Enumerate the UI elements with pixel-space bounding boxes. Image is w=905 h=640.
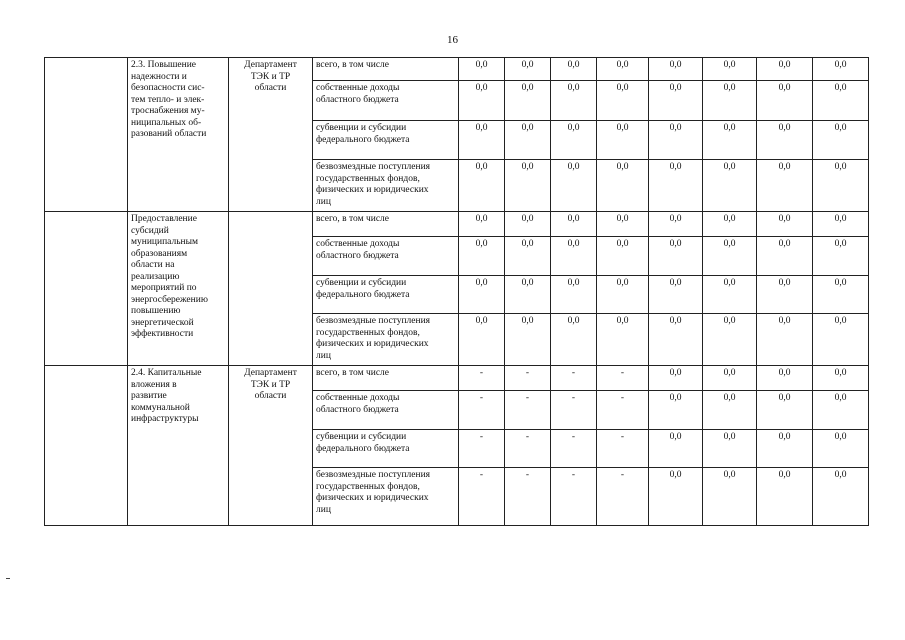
value-cell: 0,0 [813, 276, 869, 314]
funding-source-text: субвенции и субсидии федерального бюджета [316, 278, 410, 300]
executor-cell [229, 58, 313, 212]
funding-source-text: всего, в том числе [316, 368, 390, 378]
value-cell: 0,0 [757, 276, 813, 314]
value-cell: 0,0 [703, 121, 757, 160]
value-cell: 0,0 [551, 276, 597, 314]
value-cell: - [597, 391, 649, 430]
value-cell: 0,0 [813, 237, 869, 276]
funding-source-cell [313, 366, 459, 391]
funding-source-text: всего, в том числе [316, 214, 390, 224]
value-cell: 0,0 [459, 160, 505, 212]
value-cell: 0,0 [459, 276, 505, 314]
value-cell: 0,0 [813, 58, 869, 81]
value-cell: 0,0 [813, 468, 869, 526]
table-body [45, 58, 869, 526]
value-cell: 0,0 [649, 81, 703, 121]
measure-cell [128, 58, 229, 212]
value-cell: 0,0 [459, 212, 505, 237]
value-cell: 0,0 [649, 160, 703, 212]
value-cell: - [551, 366, 597, 391]
measure-cell [128, 366, 229, 526]
funding-source-text: субвенции и субсидии федерального бюджета [316, 432, 410, 454]
value-cell: 0,0 [597, 81, 649, 121]
value-cell: 0,0 [505, 276, 551, 314]
value-cell: 0,0 [757, 121, 813, 160]
value-cell: 0,0 [703, 314, 757, 366]
funding-source-cell [313, 237, 459, 276]
value-cell: 0,0 [703, 391, 757, 430]
value-cell: 0,0 [757, 391, 813, 430]
value-cell: 0,0 [551, 314, 597, 366]
value-cell: 0,0 [459, 314, 505, 366]
value-cell: 0,0 [703, 468, 757, 526]
funding-source-cell [313, 430, 459, 468]
value-cell: - [597, 366, 649, 391]
funding-source-cell [313, 121, 459, 160]
value-cell: 0,0 [703, 81, 757, 121]
value-cell: - [505, 430, 551, 468]
page-number: 16 [447, 34, 458, 46]
funding-source-cell [313, 468, 459, 526]
value-cell: 0,0 [703, 276, 757, 314]
table-row [45, 212, 869, 237]
value-cell: 0,0 [597, 237, 649, 276]
value-cell: 0,0 [551, 121, 597, 160]
budget-table [44, 57, 869, 526]
executor-cell [229, 212, 313, 366]
value-cell: 0,0 [703, 430, 757, 468]
table-row [45, 366, 869, 391]
value-cell: 0,0 [505, 121, 551, 160]
measure-text: Предоставление субсидий муниципальным образованиям области на реализацию мероприятий по энергосбережению повышению энергетической эффективности [131, 214, 208, 339]
funding-source-cell [313, 276, 459, 314]
value-cell: 0,0 [551, 81, 597, 121]
funding-source-cell [313, 160, 459, 212]
value-cell: 0,0 [813, 160, 869, 212]
value-cell: 0,0 [649, 314, 703, 366]
value-cell: 0,0 [757, 468, 813, 526]
value-cell: 0,0 [649, 276, 703, 314]
value-cell: - [505, 391, 551, 430]
value-cell: 0,0 [505, 237, 551, 276]
funding-source-cell [313, 314, 459, 366]
value-cell: - [459, 391, 505, 430]
value-cell: 0,0 [813, 121, 869, 160]
funding-source-cell [313, 212, 459, 237]
value-cell: 0,0 [649, 391, 703, 430]
value-cell: 0,0 [505, 314, 551, 366]
value-cell: 0,0 [459, 81, 505, 121]
value-cell: 0,0 [597, 276, 649, 314]
row-number-cell [45, 58, 128, 212]
value-cell: 0,0 [757, 58, 813, 81]
value-cell: 0,0 [597, 314, 649, 366]
funding-source-text: безвозмездные поступления государственных фондов, физических и юридических лиц [316, 470, 431, 515]
value-cell: 0,0 [505, 58, 551, 81]
value-cell: 0,0 [649, 121, 703, 160]
funding-source-text: всего, в том числе [316, 60, 390, 70]
measure-cell [128, 212, 229, 366]
value-cell: 0,0 [649, 212, 703, 237]
executor-text: Департамент ТЭК и ТР области [244, 368, 297, 401]
value-cell: 0,0 [757, 430, 813, 468]
table-row [45, 58, 869, 81]
value-cell: 0,0 [649, 366, 703, 391]
value-cell: 0,0 [649, 237, 703, 276]
value-cell: 0,0 [757, 81, 813, 121]
value-cell: 0,0 [703, 212, 757, 237]
row-number-cell [45, 212, 128, 366]
value-cell: - [551, 430, 597, 468]
executor-text: Департамент ТЭК и ТР области [244, 60, 297, 93]
value-cell: 0,0 [505, 81, 551, 121]
value-cell: 0,0 [459, 237, 505, 276]
value-cell: 0,0 [551, 160, 597, 212]
value-cell: 0,0 [551, 237, 597, 276]
value-cell: 0,0 [505, 212, 551, 237]
value-cell: 0,0 [757, 366, 813, 391]
funding-source-text: безвозмездные поступления государственных фондов, физических и юридических лиц [316, 316, 431, 361]
value-cell: - [551, 468, 597, 526]
funding-source-text: безвозмездные поступления государственных фондов, физических и юридических лиц [316, 162, 431, 207]
value-cell: 0,0 [813, 212, 869, 237]
value-cell: 0,0 [703, 58, 757, 81]
funding-source-text: собственные доходы областного бюджета [316, 239, 400, 261]
value-cell: - [597, 430, 649, 468]
value-cell: 0,0 [597, 58, 649, 81]
funding-source-text: субвенции и субсидии федерального бюджета [316, 123, 410, 145]
value-cell: 0,0 [649, 468, 703, 526]
value-cell: 0,0 [757, 160, 813, 212]
value-cell: - [459, 430, 505, 468]
value-cell: 0,0 [597, 160, 649, 212]
row-number-cell [45, 366, 128, 526]
value-cell: 0,0 [757, 212, 813, 237]
value-cell: 0,0 [649, 58, 703, 81]
value-cell: 0,0 [813, 391, 869, 430]
funding-source-text: собственные доходы областного бюджета [316, 83, 400, 105]
value-cell: 0,0 [505, 160, 551, 212]
measure-text: 2.3. Повышение надежности и безопасности сис- тем тепло- и элек- троснабжения му- ниципальных об- разований области [131, 60, 207, 139]
funding-source-text: собственные доходы областного бюджета [316, 393, 400, 415]
value-cell: 0,0 [597, 212, 649, 237]
funding-source-cell [313, 81, 459, 121]
value-cell: - [459, 468, 505, 526]
value-cell: 0,0 [757, 314, 813, 366]
value-cell: 0,0 [597, 121, 649, 160]
value-cell: 0,0 [551, 58, 597, 81]
value-cell: 0,0 [813, 430, 869, 468]
value-cell: - [505, 468, 551, 526]
value-cell: 0,0 [649, 430, 703, 468]
executor-cell [229, 366, 313, 526]
value-cell: 0,0 [813, 81, 869, 121]
value-cell: 0,0 [813, 366, 869, 391]
funding-source-cell [313, 58, 459, 81]
value-cell: 0,0 [459, 121, 505, 160]
value-cell: - [459, 366, 505, 391]
margin-mark [6, 578, 10, 579]
value-cell: 0,0 [757, 237, 813, 276]
measure-text: 2.4. Капитальные вложения в развитие коммунальной инфраструктуры [131, 368, 202, 424]
value-cell: 0,0 [703, 160, 757, 212]
value-cell: 0,0 [813, 314, 869, 366]
value-cell: 0,0 [459, 58, 505, 81]
value-cell: - [597, 468, 649, 526]
value-cell: - [551, 391, 597, 430]
value-cell: - [505, 366, 551, 391]
value-cell: 0,0 [551, 212, 597, 237]
value-cell: 0,0 [703, 366, 757, 391]
value-cell: 0,0 [703, 237, 757, 276]
funding-source-cell [313, 391, 459, 430]
